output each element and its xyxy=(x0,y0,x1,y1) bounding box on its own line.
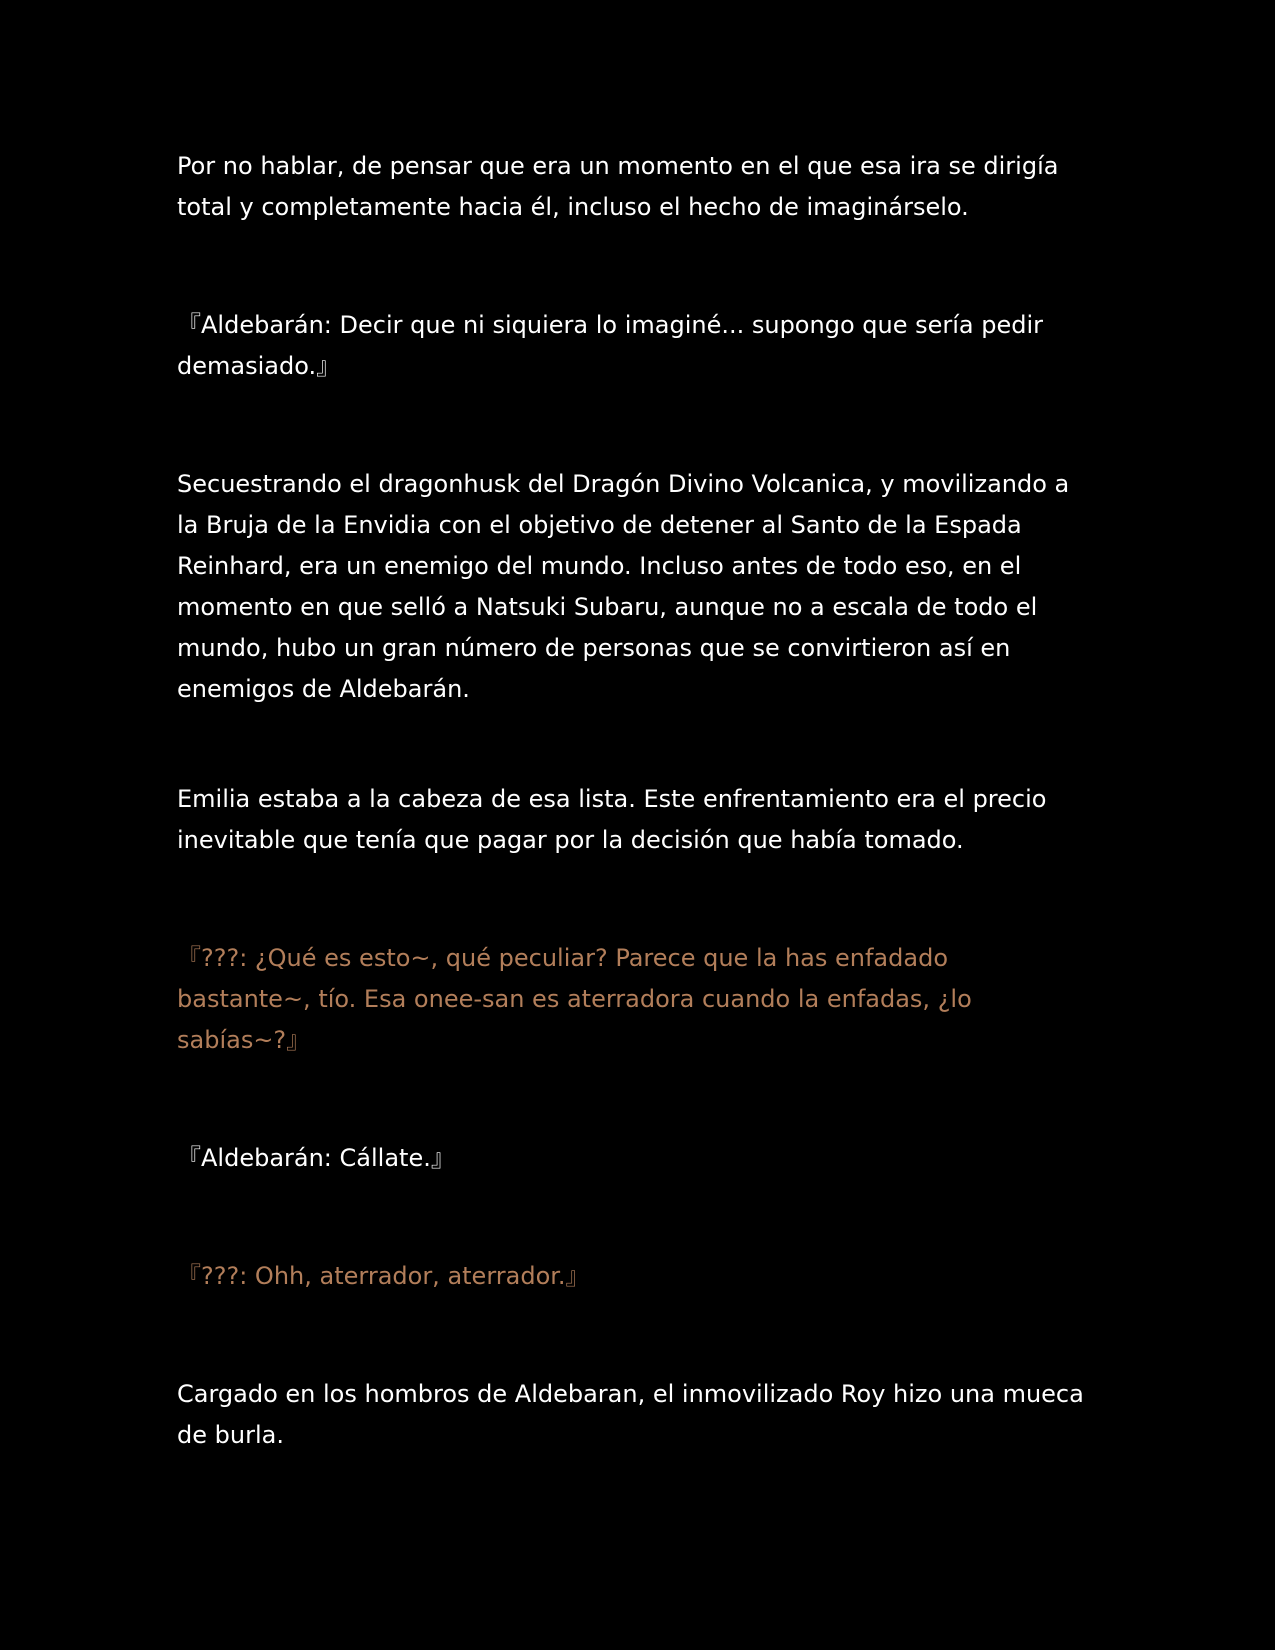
narration-paragraph-4: Cargado en los hombros de Aldebaran, el inmovilizado Roy hizo una mueca de burla. xyxy=(177,1380,1084,1449)
paragraph-gap xyxy=(177,1297,1087,1374)
paragraph-gap xyxy=(177,1179,1087,1256)
dialogue-aldebaran-1: 『Aldebarán: Decir que ni siquiera lo imaginé... supongo que sería pedir demasiado.』 xyxy=(177,311,1044,380)
narration-paragraph-3: Emilia estaba a la cabeza de esa lista. Este enfrentamiento era el precio inevitable que tenía que pagar por la decisión que había tomado. xyxy=(177,785,1047,854)
paragraph-gap xyxy=(177,861,1087,938)
narration-paragraph-1: Por no hablar, de pensar que era un momento en el que esa ira se dirigía total y completamente hacia él, incluso el hecho de imaginárselo. xyxy=(177,152,1059,221)
paragraph-gap xyxy=(177,228,1087,305)
narration-paragraph-2: Secuestrando el dragonhusk del Dragón Divino Volcanica, y movilizando a la Bruja de la Envidia con el objetivo de detener al Santo de la Espada Reinhard, era un enemigo del mundo. Incluso antes de todo eso, en el momento en que selló a Natsuki Subaru, aunque no a escala de todo el mundo, hubo un gran número de personas que se convirtieron así en enemigos de Aldebarán. xyxy=(177,470,1070,703)
paragraph-gap xyxy=(177,387,1087,464)
document-page xyxy=(177,146,1087,1456)
paragraph-gap xyxy=(177,1061,1087,1138)
dialogue-roy-1: 『???: ¿Qué es esto~, qué peculiar? Parece que la has enfadado bastante~, tío. Esa onee-san es aterradora cuando la enfadas, ¿lo sabías~?』 xyxy=(177,944,972,1054)
dialogue-roy-2: 『???: Ohh, aterrador, aterrador.』 xyxy=(177,1262,590,1290)
dialogue-aldebaran-2: 『Aldebarán: Cállate.』 xyxy=(177,1144,455,1172)
paragraph-gap xyxy=(177,710,1087,779)
